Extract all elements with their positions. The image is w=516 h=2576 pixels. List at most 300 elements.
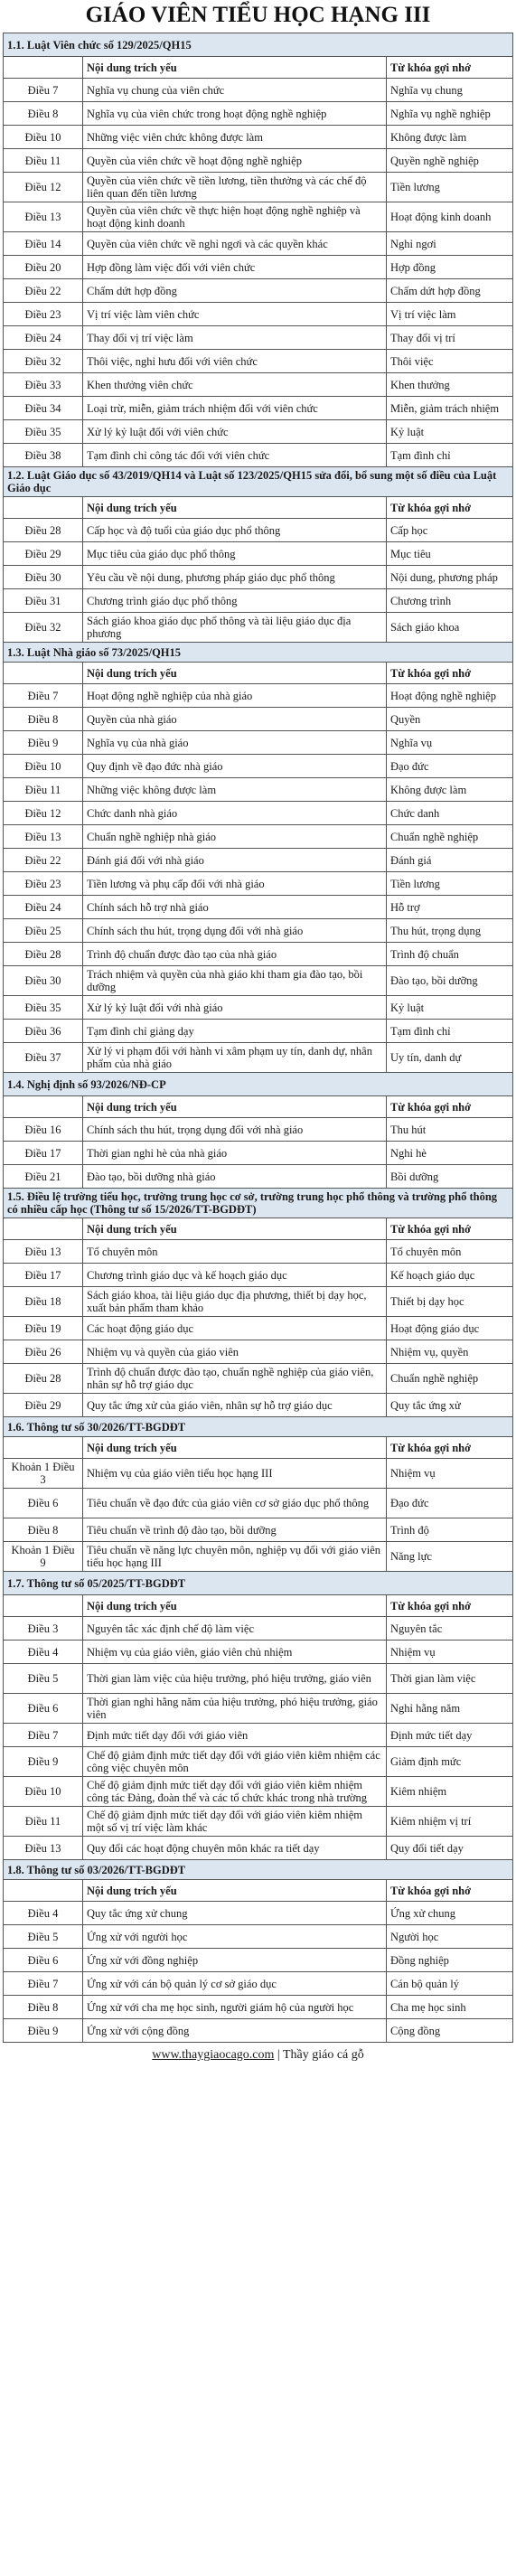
keyword-cell: Kế hoạch giáo dục [386,1264,512,1287]
article-cell: Điều 30 [4,966,83,996]
keyword-cell: Nhiệm vụ [386,1459,512,1489]
summary-cell: Chế độ giảm định mức tiết dạy đối với giáo viên kiêm nhiệm công tác Đảng, đoàn thể và các tổ chức khác trong nhà trường [83,1777,387,1807]
section-title-row [4,643,513,663]
table-row [4,919,513,943]
article-cell: Điều 17 [4,1264,83,1287]
summary-cell: Ứng xử với đồng nghiệp [83,1949,387,1972]
column-header-keyword: Từ khóa gợi nhớ [386,1880,512,1902]
article-cell: Điều 7 [4,79,83,102]
keyword-cell: Nghĩa vụ chung [386,79,512,102]
keyword-cell: Tạm đình chỉ [386,1020,512,1043]
table-row [4,519,513,542]
article-cell: Điều 13 [4,825,83,849]
keyword-cell: Hoạt động giáo dục [386,1317,512,1340]
table-row [4,79,513,102]
table-row [4,755,513,778]
table-row [4,232,513,256]
table-row [4,896,513,919]
table-row [4,1340,513,1364]
summary-cell: Mục tiêu của giáo dục phổ thông [83,542,387,566]
article-cell: Điều 35 [4,996,83,1020]
table-row [4,1694,513,1724]
keyword-cell: Sách giáo khoa [386,613,512,643]
section-title-row [4,1189,513,1218]
keyword-cell: Tiền lương [386,872,512,896]
article-cell: Điều 22 [4,279,83,303]
table-row [4,1287,513,1317]
table-row [4,1902,513,1925]
summary-cell: Chế độ giảm định mức tiết dạy đối với giáo viên kiêm nhiệm các công việc chuyên môn [83,1747,387,1777]
article-cell: Điều 8 [4,102,83,126]
summary-cell: Yêu cầu về nội dung, phương pháp giáo dục phổ thông [83,566,387,589]
keyword-cell: Hoạt động kinh doanh [386,202,512,232]
summary-cell: Quyền của viên chức về thực hiện hoạt động nghề nghiệp và hoạt động kinh doanh [83,202,387,232]
footer-separator: | [274,2048,283,2062]
table-row [4,1542,513,1572]
table-row [4,542,513,566]
table-row [4,1996,513,2019]
column-header-summary: Nội dung trích yếu [83,57,387,79]
table-row [4,1518,513,1542]
column-header-summary: Nội dung trích yếu [83,1218,387,1240]
column-header-row [4,1595,513,1617]
table-row [4,1489,513,1518]
keyword-cell: Kỷ luật [386,420,512,444]
keyword-cell: Đạo đức [386,1489,512,1518]
table-row [4,149,513,173]
table-row [4,566,513,589]
table-row [4,303,513,326]
summary-cell: Quyền của nhà giáo [83,708,387,731]
keyword-cell: Uy tín, danh dự [386,1043,512,1073]
keyword-cell: Nghỉ hằng năm [386,1694,512,1724]
column-header-article [4,1218,83,1240]
table-row [4,1165,513,1189]
article-cell: Điều 11 [4,149,83,173]
summary-cell: Tiêu chuẩn về năng lực chuyên môn, nghiệp vụ đối với giáo viên tiểu học hạng III [83,1542,387,1572]
keyword-cell: Cán bộ quản lý [386,1972,512,1996]
table-row [4,1317,513,1340]
website-link[interactable]: www.thaygiaocago.com [152,2048,275,2062]
summary-cell: Chuẩn nghề nghiệp nhà giáo [83,825,387,849]
column-header-keyword: Từ khóa gợi nhớ [386,1595,512,1617]
column-header-row [4,1096,513,1118]
article-cell: Điều 8 [4,708,83,731]
article-cell: Điều 31 [4,589,83,613]
keyword-cell: Đánh giá [386,849,512,872]
article-cell: Khoản 1 Điều 3 [4,1459,83,1489]
keyword-cell: Vị trí việc làm [386,303,512,326]
table-row [4,397,513,420]
keyword-cell: Chuẩn nghề nghiệp [386,1364,512,1394]
article-cell: Điều 7 [4,684,83,708]
summary-cell: Chính sách thu hút, trọng dụng đối với nhà giáo [83,1118,387,1142]
keyword-cell: Không được làm [386,126,512,149]
keyword-cell: Chương trình [386,589,512,613]
summary-cell: Chức danh nhà giáo [83,802,387,825]
article-cell: Điều 14 [4,232,83,256]
article-cell: Điều 25 [4,919,83,943]
table-row [4,1807,513,1837]
summary-cell: Tiêu chuẩn về trình độ đào tạo, bồi dưỡng [83,1518,387,1542]
keyword-cell: Nghĩa vụ nghề nghiệp [386,102,512,126]
summary-cell: Nghĩa vụ của nhà giáo [83,731,387,755]
summary-cell: Tiêu chuẩn về đạo đức của giáo viên cơ sở giáo dục phổ thông [83,1489,387,1518]
table-row [4,849,513,872]
keyword-cell: Nghỉ hè [386,1142,512,1165]
column-header-keyword: Từ khóa gợi nhớ [386,497,512,519]
summary-cell: Chính sách thu hút, trọng dụng đối với nhà giáo [83,919,387,943]
page-title: GIÁO VIÊN TIỂU HỌC HẠNG III [85,3,431,27]
section-title: 1.5. Điều lệ trường tiểu học, trường trung học cơ sở, trường trung học phổ thông và trường phổ thông có nhiều cấp học (Thông tư số 15/2026/TT-BGDĐT) [4,1189,513,1218]
table-row [4,326,513,350]
table-row [4,802,513,825]
summary-cell: Ứng xử với người học [83,1925,387,1949]
article-cell: Điều 29 [4,1394,83,1417]
summary-cell: Xử lý kỷ luật đối với viên chức [83,420,387,444]
article-cell: Điều 5 [4,1925,83,1949]
column-header-summary: Nội dung trích yếu [83,663,387,684]
article-cell: Điều 9 [4,1747,83,1777]
article-cell: Điều 4 [4,1641,83,1664]
article-cell: Điều 11 [4,1807,83,1837]
article-cell: Điều 32 [4,350,83,373]
summary-cell: Chương trình giáo dục và kế hoạch giáo dục [83,1264,387,1287]
summary-cell: Quy tắc ứng xử của giáo viên, nhân sự hỗ trợ giáo dục [83,1394,387,1417]
article-cell: Điều 24 [4,326,83,350]
article-cell: Điều 11 [4,778,83,802]
keyword-cell: Tổ chuyên môn [386,1240,512,1264]
keyword-cell: Nội dung, phương pháp [386,566,512,589]
column-header-article [4,1880,83,1902]
summary-cell: Thôi việc, nghỉ hưu đối với viên chức [83,350,387,373]
summary-cell: Xử lý vi phạm đối với hành vi xâm phạm uy tín, danh dự, nhân phẩm của nhà giáo [83,1043,387,1073]
article-cell: Điều 19 [4,1317,83,1340]
table-row [4,1240,513,1264]
article-cell: Điều 9 [4,2019,83,2043]
keyword-cell: Định mức tiết dạy [386,1724,512,1747]
summary-cell: Chính sách hỗ trợ nhà giáo [83,896,387,919]
article-cell: Điều 23 [4,303,83,326]
keyword-cell: Chấm dứt hợp đồng [386,279,512,303]
keyword-cell: Quyền nghề nghiệp [386,149,512,173]
summary-cell: Nghĩa vụ chung của viên chức [83,79,387,102]
summary-cell: Xử lý kỷ luật đối với nhà giáo [83,996,387,1020]
summary-cell: Quyền của viên chức về hoạt động nghề nghiệp [83,149,387,173]
table-row [4,943,513,966]
article-cell: Điều 13 [4,202,83,232]
table-row [4,996,513,1020]
column-header-row [4,1218,513,1240]
column-header-article [4,57,83,79]
article-cell: Điều 21 [4,1165,83,1189]
column-header-row [4,57,513,79]
keyword-cell: Năng lực [386,1542,512,1572]
keyword-cell: Cộng đồng [386,2019,512,2043]
article-cell: Điều 24 [4,896,83,919]
summary-cell: Quyền của viên chức về tiền lương, tiền thưởng và các chế độ liên quan đến tiền lương [83,173,387,202]
keyword-cell: Kiêm nhiệm vị trí [386,1807,512,1837]
column-header-summary: Nội dung trích yếu [83,1096,387,1118]
column-header-row [4,663,513,684]
section-title-row [4,1572,513,1595]
section-title: 1.3. Luật Nhà giáo số 73/2025/QH15 [4,643,513,663]
keyword-cell: Đồng nghiệp [386,1949,512,1972]
table-row [4,444,513,467]
article-cell: Điều 34 [4,397,83,420]
article-cell: Điều 13 [4,1837,83,1860]
article-cell: Điều 26 [4,1340,83,1364]
section-title: 1.7. Thông tư số 05/2025/TT-BGDĐT [4,1572,513,1595]
keyword-cell: Quyền [386,708,512,731]
article-cell: Điều 6 [4,1949,83,1972]
section-title-row [4,1860,513,1880]
summary-cell: Thời gian làm việc của hiệu trưởng, phó hiệu trưởng, giáo viên [83,1664,387,1694]
summary-cell: Quy đổi các hoạt động chuyên môn khác ra tiết dạy [83,1837,387,1860]
article-cell: Điều 23 [4,872,83,896]
table-row [4,778,513,802]
table-row [4,1664,513,1694]
keyword-cell: Chuẩn nghề nghiệp [386,825,512,849]
table-row [4,1641,513,1664]
table-row [4,731,513,755]
summary-cell: Các hoạt động giáo dục [83,1317,387,1340]
article-cell: Điều 32 [4,613,83,643]
column-header-keyword: Từ khóa gợi nhớ [386,1096,512,1118]
summary-cell: Khen thưởng viên chức [83,373,387,397]
article-cell: Điều 28 [4,943,83,966]
keyword-cell: Thu hút, trọng dụng [386,919,512,943]
summary-cell: Vị trí việc làm viên chức [83,303,387,326]
keyword-cell: Nguyên tắc [386,1617,512,1641]
table-row [4,684,513,708]
article-cell: Điều 13 [4,1240,83,1264]
article-cell: Điều 9 [4,731,83,755]
table-row [4,256,513,279]
summary-cell: Ứng xử với cha mẹ học sinh, người giám hộ của người học [83,1996,387,2019]
keyword-cell: Quy đổi tiết dạy [386,1837,512,1860]
article-cell: Điều 33 [4,373,83,397]
article-cell: Điều 8 [4,1996,83,2019]
article-cell: Điều 38 [4,444,83,467]
summary-cell: Đào tạo, bồi dưỡng nhà giáo [83,1165,387,1189]
summary-cell: Sách giáo khoa, tài liệu giáo dục địa phương, thiết bị dạy học, xuất bản phẩm tham khảo [83,1287,387,1317]
footer [3,2048,513,2063]
article-cell: Điều 7 [4,1724,83,1747]
table-row [4,872,513,896]
table-row [4,613,513,643]
section-title: 1.2. Luật Giáo dục số 43/2019/QH14 và Luật số 123/2025/QH15 sửa đổi, bổ sung một số điều của Luật Giáo dục [4,467,513,497]
article-cell: Điều 10 [4,126,83,149]
summary-cell: Trình độ chuẩn được đào tạo của nhà giáo [83,943,387,966]
column-header-row [4,497,513,519]
keyword-cell: Thôi việc [386,350,512,373]
keyword-cell: Đào tạo, bồi dưỡng [386,966,512,996]
article-cell: Điều 35 [4,420,83,444]
summary-cell: Nhiệm vụ và quyền của giáo viên [83,1340,387,1364]
summary-cell: Quy tắc ứng xử chung [83,1902,387,1925]
article-cell: Điều 6 [4,1489,83,1518]
column-header-summary: Nội dung trích yếu [83,497,387,519]
section-title-row [4,467,513,497]
article-cell: Điều 29 [4,542,83,566]
summary-cell: Ứng xử với cán bộ quản lý cơ sở giáo dục [83,1972,387,1996]
column-header-summary: Nội dung trích yếu [83,1437,387,1459]
article-cell: Điều 5 [4,1664,83,1694]
table-row [4,2019,513,2043]
table-row [4,350,513,373]
summary-cell: Cấp học và độ tuổi của giáo dục phổ thông [83,519,387,542]
table-row [4,1724,513,1747]
keyword-cell: Ứng xử chung [386,1902,512,1925]
summary-cell: Ứng xử với cộng đồng [83,2019,387,2043]
table-row [4,1043,513,1073]
table-row [4,1747,513,1777]
article-cell: Điều 30 [4,566,83,589]
summary-cell: Chấm dứt hợp đồng [83,279,387,303]
table-row [4,102,513,126]
article-cell: Điều 18 [4,1287,83,1317]
summary-cell: Nhiệm vụ của giáo viên tiểu học hạng III [83,1459,387,1489]
keyword-cell: Nghĩa vụ [386,731,512,755]
article-cell: Điều 12 [4,802,83,825]
footer-author: Thầy giáo cá gỗ [282,2048,364,2062]
article-cell: Điều 3 [4,1617,83,1641]
column-header-keyword: Từ khóa gợi nhớ [386,663,512,684]
article-cell: Điều 7 [4,1972,83,1996]
table-row [4,966,513,996]
table-row [4,373,513,397]
summary-cell: Trách nhiệm và quyền của nhà giáo khi tham gia đào tạo, bồi dưỡng [83,966,387,996]
keyword-cell: Trình độ [386,1518,512,1542]
table-row [4,126,513,149]
summary-cell: Thời gian nghỉ hằng năm của hiệu trưởng, phó hiệu trưởng, giáo viên [83,1694,387,1724]
table-row [4,1118,513,1142]
column-header-summary: Nội dung trích yếu [83,1880,387,1902]
article-cell: Điều 6 [4,1694,83,1724]
column-header-article [4,1437,83,1459]
article-cell: Điều 28 [4,519,83,542]
summary-cell: Quyền của viên chức về nghỉ ngơi và các quyền khác [83,232,387,256]
summary-cell: Tạm đình chỉ giảng dạy [83,1020,387,1043]
keyword-cell: Người học [386,1925,512,1949]
keyword-cell: Mục tiêu [386,542,512,566]
keyword-cell: Cha mẹ học sinh [386,1996,512,2019]
article-cell: Điều 16 [4,1118,83,1142]
table-row [4,1617,513,1641]
summary-cell: Loại trừ, miễn, giảm trách nhiệm đối với viên chức [83,397,387,420]
keyword-cell: Thời gian làm việc [386,1664,512,1694]
table-row [4,202,513,232]
table-row [4,1777,513,1807]
summary-cell: Chương trình giáo dục phổ thông [83,589,387,613]
article-cell: Điều 37 [4,1043,83,1073]
summary-cell: Tạm đình chỉ công tác đối với viên chức [83,444,387,467]
column-header-keyword: Từ khóa gợi nhớ [386,57,512,79]
table-row [4,1394,513,1417]
article-cell: Điều 8 [4,1518,83,1542]
table-row [4,1264,513,1287]
article-cell: Điều 12 [4,173,83,202]
summary-cell: Nhiệm vụ của giáo viên, giáo viên chủ nhiệm [83,1641,387,1664]
summary-cell: Hợp đồng làm việc đối với viên chức [83,256,387,279]
article-cell: Điều 22 [4,849,83,872]
summary-cell: Thay đổi vị trí việc làm [83,326,387,350]
table-row [4,1837,513,1860]
column-header-summary: Nội dung trích yếu [83,1595,387,1617]
keyword-cell: Quy tắc ứng xử [386,1394,512,1417]
column-header-keyword: Từ khóa gợi nhớ [386,1218,512,1240]
keyword-cell: Kỷ luật [386,996,512,1020]
column-header-keyword: Từ khóa gợi nhớ [386,1437,512,1459]
table-row [4,1925,513,1949]
summary-cell: Sách giáo khoa giáo dục phổ thông và tài liệu giáo dục địa phương [83,613,387,643]
table-row [4,1459,513,1489]
keyword-cell: Bồi dưỡng [386,1165,512,1189]
keyword-cell: Trình độ chuẩn [386,943,512,966]
table-row [4,1364,513,1394]
column-header-article [4,1096,83,1118]
table-row [4,1142,513,1165]
article-cell: Khoản 1 Điều 9 [4,1542,83,1572]
keyword-cell: Thay đổi vị trí [386,326,512,350]
keyword-cell: Cấp học [386,519,512,542]
section-title-row [4,1073,513,1096]
keyword-cell: Kiêm nhiệm [386,1777,512,1807]
keyword-cell: Tạm đình chỉ [386,444,512,467]
summary-cell: Quy định về đạo đức nhà giáo [83,755,387,778]
keyword-cell: Thiết bị dạy học [386,1287,512,1317]
article-cell: Điều 20 [4,256,83,279]
law-table [3,33,513,2043]
keyword-cell: Hợp đồng [386,256,512,279]
table-row [4,420,513,444]
keyword-cell: Khen thưởng [386,373,512,397]
section-title-row [4,33,513,57]
summary-cell: Định mức tiết dạy đối với giáo viên [83,1724,387,1747]
section-title: 1.4. Nghị định số 93/2026/NĐ-CP [4,1073,513,1096]
column-header-article [4,497,83,519]
article-cell: Điều 36 [4,1020,83,1043]
keyword-cell: Giảm định mức [386,1747,512,1777]
table-row [4,589,513,613]
summary-cell: Tổ chuyên môn [83,1240,387,1264]
summary-cell: Đánh giá đối với nhà giáo [83,849,387,872]
summary-cell: Tiền lương và phụ cấp đối với nhà giáo [83,872,387,896]
summary-cell: Nghĩa vụ của viên chức trong hoạt động nghề nghiệp [83,102,387,126]
summary-cell: Thời gian nghỉ hè của nhà giáo [83,1142,387,1165]
summary-cell: Những việc không được làm [83,778,387,802]
article-cell: Điều 10 [4,755,83,778]
summary-cell: Nguyên tắc xác định chế độ làm việc [83,1617,387,1641]
keyword-cell: Miễn, giảm trách nhiệm [386,397,512,420]
column-header-article [4,1595,83,1617]
table-row [4,1020,513,1043]
keyword-cell: Nhiệm vụ, quyền [386,1340,512,1364]
summary-cell: Chế độ giảm định mức tiết dạy đối với giáo viên kiêm nhiệm một số vị trí việc làm khác [83,1807,387,1837]
keyword-cell: Hoạt động nghề nghiệp [386,684,512,708]
article-cell: Điều 10 [4,1777,83,1807]
keyword-cell: Không được làm [386,778,512,802]
keyword-cell: Thu hút [386,1118,512,1142]
section-title: 1.1. Luật Viên chức số 129/2025/QH15 [4,33,513,57]
section-title-row [4,1417,513,1437]
keyword-cell: Nhiệm vụ [386,1641,512,1664]
article-cell: Điều 4 [4,1902,83,1925]
table-row [4,708,513,731]
table-row [4,279,513,303]
table-row [4,173,513,202]
